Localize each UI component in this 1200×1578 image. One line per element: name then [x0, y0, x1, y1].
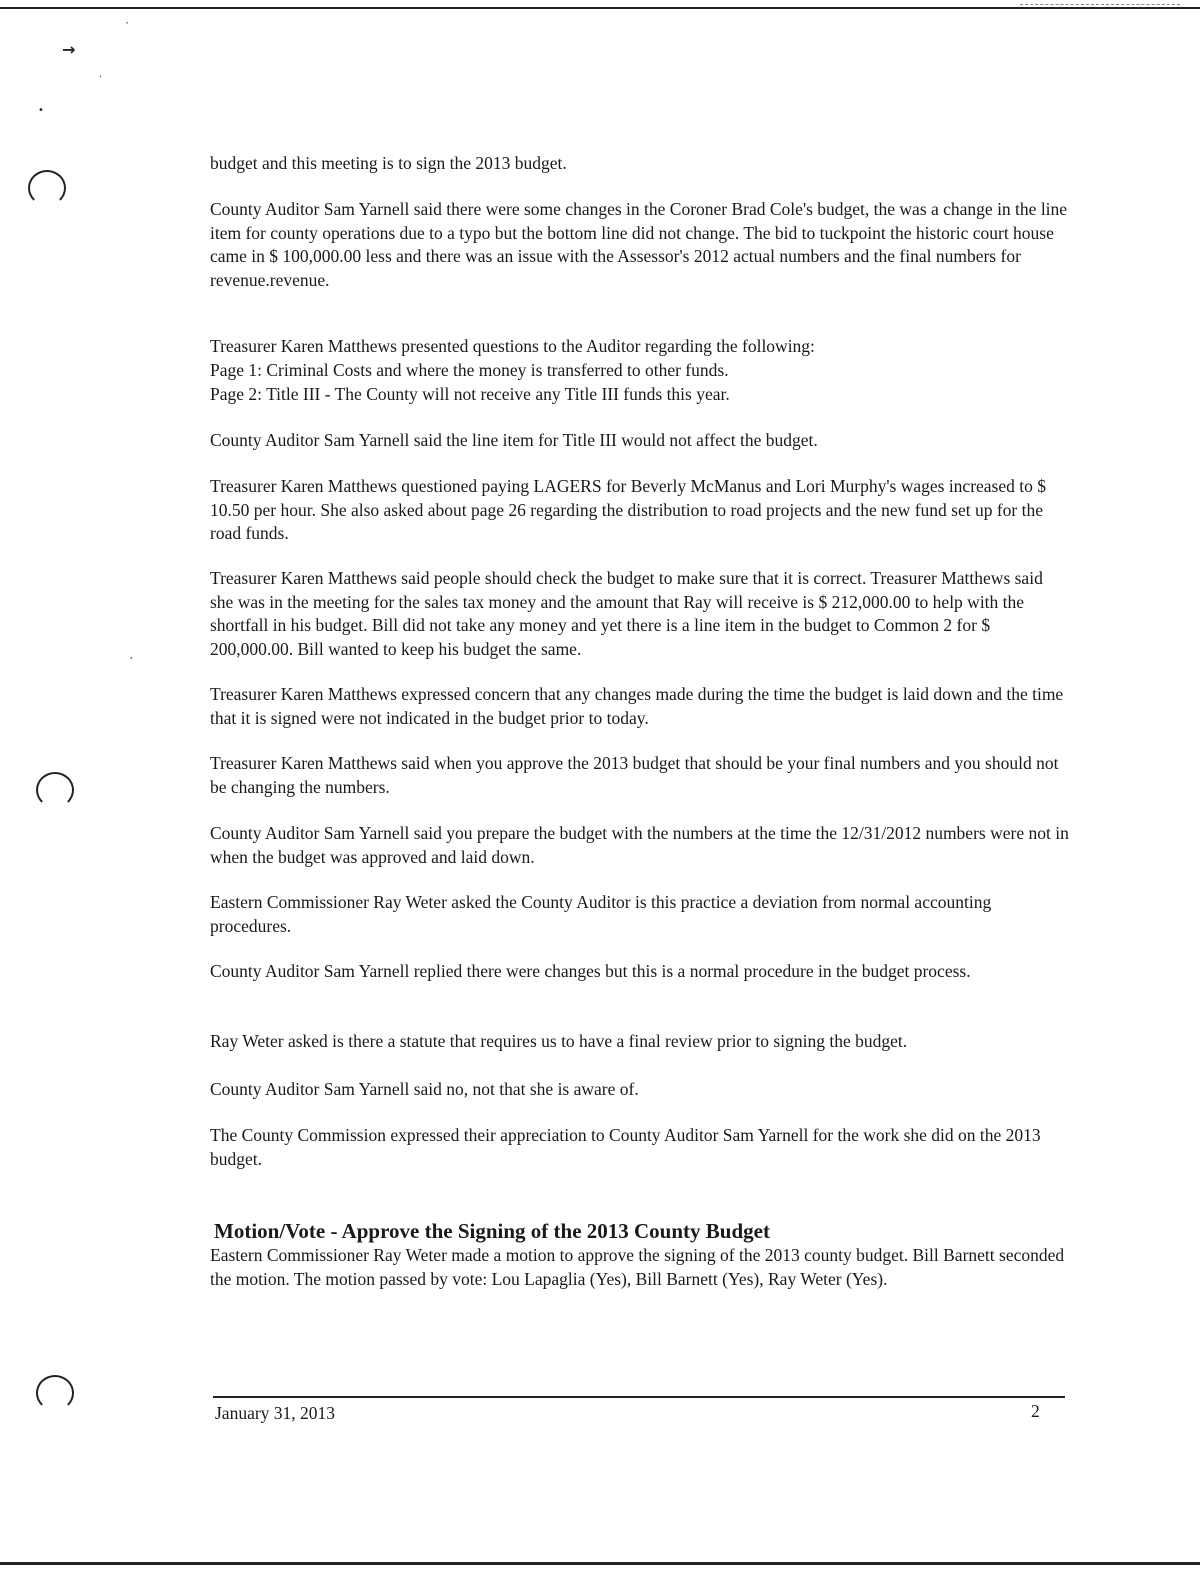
- paragraph: Treasurer Karen Matthews presented questions to the Auditor regarding the following:: [210, 336, 815, 356]
- paragraph: Treasurer Karen Matthews said people should check the budget to make sure that it is correct. Treasurer Matthews said she was in the meeting for the sales tax money and the amount that Ray will receive is $ 212,000.00 to help with the shortfall in his budget. Bill did not take any money and yet there is a line item in the budget to Common 2 for $ 200,000.00. Bill wanted to keep his budget the same.: [210, 568, 1043, 659]
- punch-hole: [36, 1375, 74, 1411]
- paragraph: County Auditor Sam Yarnell said you prepare the budget with the numbers at the time the 12/31/2012 numbers were not in when the budget was approved and laid down.: [210, 823, 1069, 867]
- footer-rule: [213, 1396, 1065, 1398]
- paragraph: Ray Weter asked is there a statute that requires us to have a final review prior to signing the budget.: [210, 1031, 908, 1051]
- footer-date: January 31, 2013: [215, 1403, 336, 1423]
- motion-heading: Motion/Vote - Approve the Signing of the 2013 County Budget: [214, 1219, 770, 1243]
- paragraph: budget and this meeting is to sign the 2013 budget.: [210, 153, 567, 173]
- scan-edge-bottom: [0, 1562, 1200, 1565]
- punch-hole: [36, 772, 74, 808]
- scan-speck: •: [38, 105, 44, 116]
- scan-speck: ′: [126, 20, 129, 33]
- motion-text: Eastern Commissioner Ray Weter made a motion to approve the signing of the 2013 county budget. Bill Barnett seconded the motion. The motion passed by vote: Lou Lapaglia (Yes), Bill Barnett (Yes), Ray Weter (Yes).: [210, 1245, 1065, 1289]
- punch-hole: [28, 170, 66, 206]
- paragraph: Treasurer Karen Matthews expressed concern that any changes made during the time the budget is laid down and the time that it is signed were not indicated in the budget prior to today.: [210, 684, 1064, 728]
- paragraph: Treasurer Karen Matthews questioned paying LAGERS for Beverly McManus and Lori Murphy's wages increased to $ 10.50 per hour. She also asked about page 26 regarding the distribution to road projects and the new fund set up for the road funds.: [210, 476, 1047, 543]
- paragraph: County Auditor Sam Yarnell said the line item for Title III would not affect the budget.: [210, 430, 818, 450]
- page-number: 2: [1031, 1401, 1040, 1421]
- scan-speck: ′: [130, 655, 133, 669]
- paragraph: Treasurer Karen Matthews said when you approve the 2013 budget that should be your final numbers and you should not be changing the numbers.: [210, 753, 1059, 797]
- paragraph: County Auditor Sam Yarnell said there were some changes in the Coroner Brad Cole's budget, the was a change in the line item for county operations due to a typo but the bottom line did not change. The bid to tuckpoint the historic court house came in $ 100,000.00 less and there was an issue with the Assessor's 2012 actual numbers and the final numbers for revenue.revenue.: [210, 199, 1068, 290]
- scan-edge-top-dash: [1020, 4, 1180, 6]
- paragraph: Page 2: Title III - The County will not receive any Title III funds this year.: [210, 384, 730, 404]
- paragraph: County Auditor Sam Yarnell replied there were changes but this is a normal procedure in the budget process.: [210, 961, 971, 981]
- paragraph: Page 1: Criminal Costs and where the money is transferred to other funds.: [210, 360, 729, 380]
- scan-speck: ·: [99, 72, 103, 83]
- scan-speck: →: [62, 40, 76, 59]
- scan-edge-top: [0, 7, 1200, 9]
- paragraph: Eastern Commissioner Ray Weter asked the County Auditor is this practice a deviation from normal accounting procedures.: [210, 892, 992, 936]
- paragraph: County Auditor Sam Yarnell said no, not that she is aware of.: [210, 1079, 639, 1099]
- paragraph: The County Commission expressed their appreciation to County Auditor Sam Yarnell for the work she did on the 2013 budget.: [210, 1125, 1041, 1169]
